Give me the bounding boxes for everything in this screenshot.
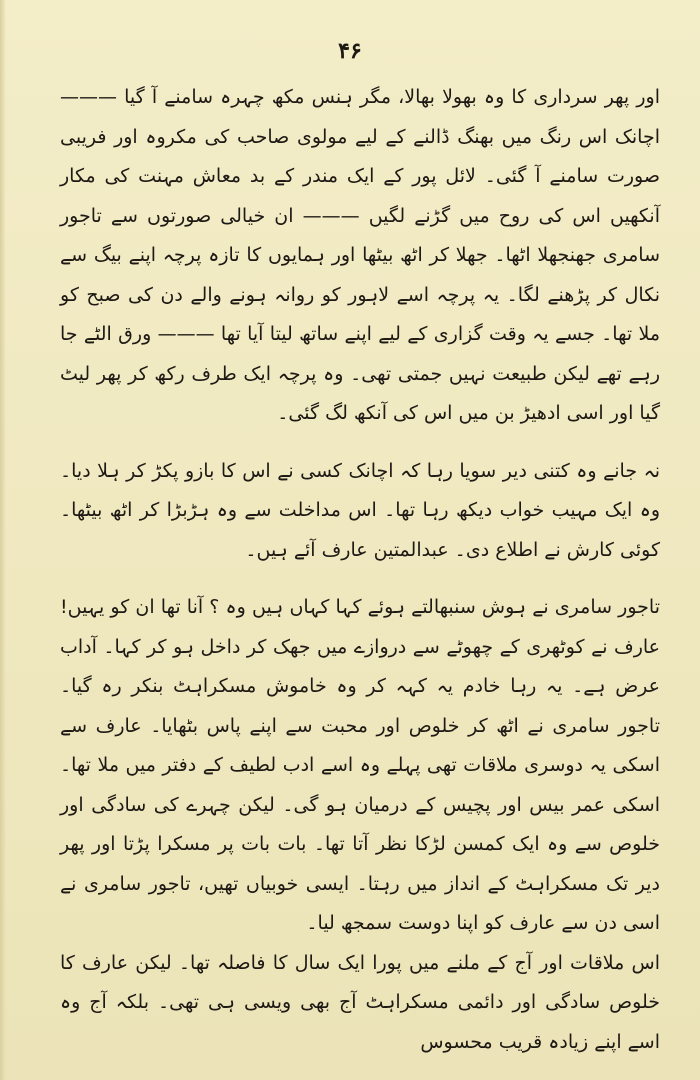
paragraph-4: اس ملاقات اور آج کے ملنے میں پورا ایک سال کا فاصلہ تھا۔ لیکن عارف کا خلوص سادگی اور دائمی مسکراہٹ آج بھی ویسی ہی تھی۔ بلکہ آج وہ اسے اپنے زیادہ قریب محسوس <box>60 951 660 1053</box>
paragraph-1: اور پھر سرداری کا وہ بھولا بھالا، مگر ہنس مکھ چہرہ سامنے آ گیا ——— اچانک اس رنگ میں بھنگ ڈالنے کے لیے مولوی صاحب کی مکروہ اور فریبی صورت سامنے آ گئی۔ لائل پور کے ایک مندر کے بد معاش مہنت کی مکار آنکھیں اس کی روح میں گڑنے لگیں ——— ان خیالی صورتوں سے تاجور سامری جھنجھلا اٹھا۔ جھلا کر اٹھ بیٹھا اور ہمایوں کا تازہ پرچہ اپنے بیگ سے نکال کر پڑھنے لگا۔ یہ پرچہ اسے لاہور کو روانہ ہونے والے دن کی صبح کو ملا تھا۔ جسے یہ وقت گزاری کے لیے اپنے ساتھ لیتا آیا تھا ——— ورق الٹے جا رہے تھے لیکن طبیعت نہیں جمتی تھی۔ وہ پرچہ ایک طرف رکھ کر پھر لیٹ گیا اور اسی ادھیڑ بن میں اس کی آنکھ لگ گئی۔ <box>60 86 660 424</box>
page-number: ۴۶ <box>338 38 362 64</box>
paragraph-3: تاجور سامری نے ہوش سنبھالتے ہوئے کہا کہاں ہیں وہ ؟ آنا تھا ان کو یہیں! عارف نے کوٹھری کے چھوٹے سے دروازے میں جھک کر داخل ہو کر کہا۔ آداب عرض ہے۔ یہ رہا خادم یہ کہہ کر وہ خاموش مسکراہٹ بنکر رہ گیا۔ تاجور سامری نے اٹھ کر خلوص اور محبت سے اپنے پاس بٹھایا۔ عارف سے اسکی یہ دوسری ملاقات تھی پہلے وہ اسے ادب لطیف کے دفتر میں ملا تھا۔ اسکی عمر بیس اور پچیس کے درمیان ہو گی۔ لیکن چہرے کی سادگی اور خلوص سے وہ ایک کمسن لڑکا نظر آتا تھا۔ بات بات پر مسکرا پڑتا اور پھر دیر تک مسکراہٹ کے انداز میں رہتا۔ ایسی خوبیاں تھیں، تاجور سامری نے اسی دن سے عارف کو اپنا دوست سمجھ لیا۔ <box>60 596 660 934</box>
paragraph-2: نہ جانے وہ کتنی دیر سویا رہا کہ اچانک کسی نے اس کا بازو پکڑ کر ہلا دیا۔ وہ ایک مہیب خواب دیکھ رہا تھا۔ اس مداخلت سے وہ ہڑبڑا کر اٹھ بیٹھا۔ کوئی کارش نے اطلاع دی۔ عبدالمتین عارف آئے ہیں۔ <box>60 459 660 561</box>
page-body-text <box>60 78 660 1062</box>
page-edge-shadow <box>0 0 6 1080</box>
